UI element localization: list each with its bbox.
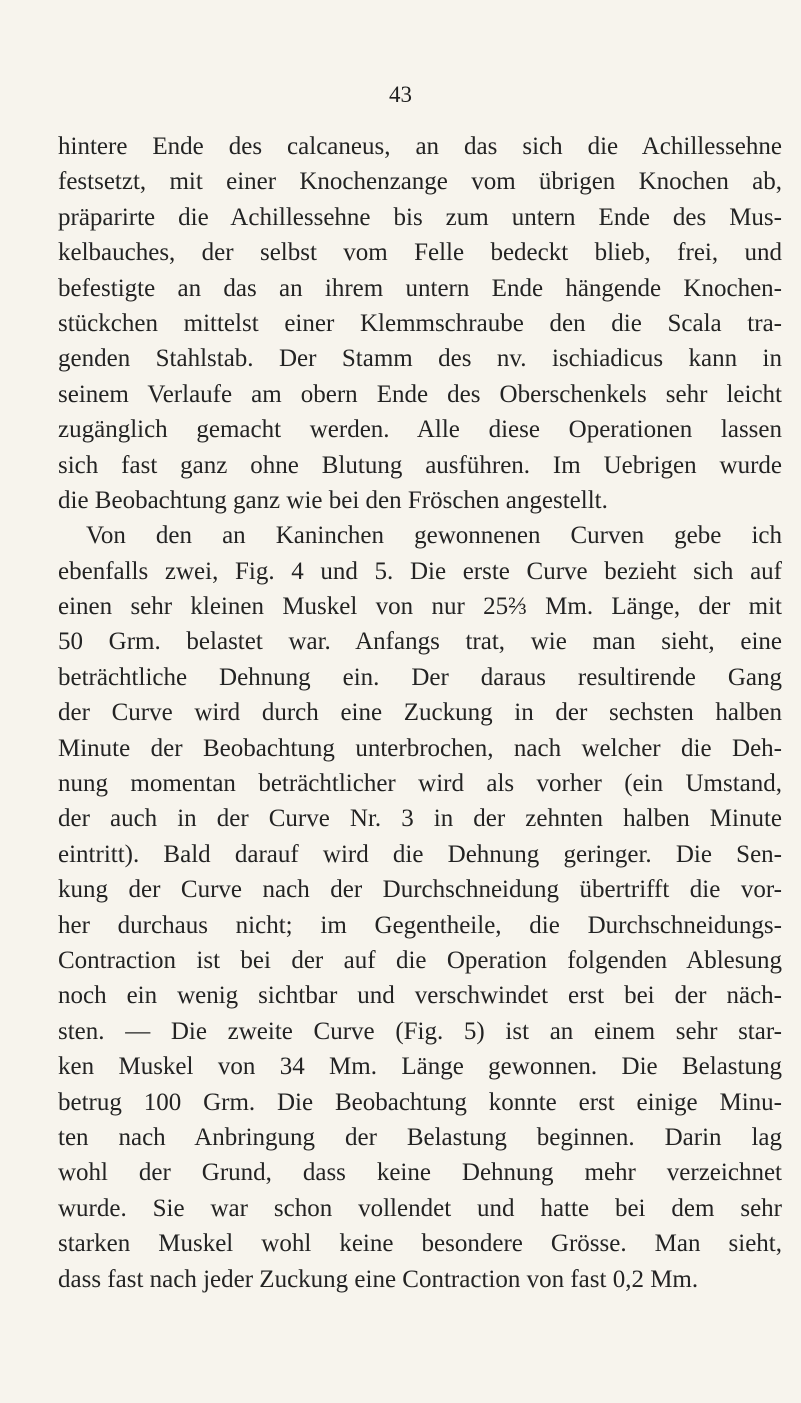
- text-line: präparirte die Achillessehne bis zum untern Ende des Mus-: [58, 203, 782, 231]
- text-line: ken Muskel von 34 Mm. Länge gewonnen. Die Belastung: [58, 1053, 782, 1081]
- text-line: der Curve wird durch eine Zuckung in der sechsten halben: [58, 699, 782, 727]
- text-line: einen sehr kleinen Muskel von nur 25⅔ Mm. Länge, der mit: [58, 593, 782, 621]
- text-line: 50 Grm. belastet war. Anfangs trat, wie man sieht, eine: [58, 628, 782, 656]
- text-line: sich fast ganz ohne Blutung ausführen. Im Uebrigen wurde: [58, 451, 782, 479]
- text-line: wohl der Grund, dass keine Dehnung mehr verzeichnet: [58, 1159, 782, 1187]
- text-line: Contraction ist bei der auf die Operation folgenden Ablesung: [58, 946, 782, 974]
- body-text: [58, 129, 782, 1297]
- text-line: Von den an Kaninchen gewonnenen Curven gebe ich: [86, 522, 782, 550]
- text-line: ebenfalls zwei, Fig. 4 und 5. Die erste Curve bezieht sich auf: [58, 557, 782, 585]
- page-number: 43: [389, 82, 412, 107]
- text-line: eintritt). Bald darauf wird die Dehnung geringer. Die Sen-: [58, 840, 782, 868]
- text-line: wurde. Sie war schon vollendet und hatte bei dem sehr: [58, 1194, 782, 1222]
- text-line: dass fast nach jeder Zuckung eine Contraction von fast 0,2 Mm.: [58, 1265, 699, 1293]
- text-line: befestigte an das an ihrem untern Ende hängende Knochen-: [58, 274, 782, 302]
- text-line: sten. — Die zweite Curve (Fig. 5) ist an einem sehr star-: [58, 1017, 782, 1045]
- text-line: starken Muskel wohl keine besondere Grösse. Man sieht,: [58, 1230, 782, 1258]
- text-line: noch ein wenig sichtbar und verschwindet erst bei der näch-: [58, 982, 782, 1010]
- text-line: kelbauches, der selbst vom Felle bedeckt blieb, frei, und: [58, 239, 782, 267]
- text-line: beträchtliche Dehnung ein. Der daraus resultirende Gang: [58, 663, 782, 691]
- text-line: zugänglich gemacht werden. Alle diese Operationen lassen: [58, 416, 782, 444]
- text-line: die Beobachtung ganz wie bei den Fröschen angestellt.: [58, 486, 608, 514]
- text-line: hintere Ende des calcaneus, an das sich die Achillessehne: [58, 133, 782, 160]
- text-line: ten nach Anbringung der Belastung beginnen. Darin lag: [58, 1123, 782, 1151]
- text-line: kung der Curve nach der Durchschneidung übertrifft die vor-: [58, 876, 782, 904]
- text-line: festsetzt, mit einer Knochenzange vom übrigen Knochen ab,: [58, 168, 782, 196]
- text-line: betrug 100 Grm. Die Beobachtung konnte erst einige Minu-: [58, 1088, 782, 1116]
- text-line: Minute der Beobachtung unterbrochen, nach welcher die Deh-: [58, 734, 782, 762]
- text-line: her durchaus nicht; im Gegentheile, die Durchschneidungs-: [58, 911, 782, 939]
- text-line: genden Stahlstab. Der Stamm des nv. ischiadicus kann in: [58, 345, 782, 373]
- text-line: der auch in der Curve Nr. 3 in der zehnten halben Minute: [58, 805, 782, 833]
- text-line: nung momentan beträchtlicher wird als vorher (ein Umstand,: [58, 770, 782, 798]
- text-line: stückchen mittelst einer Klemmschraube den die Scala tra-: [58, 309, 782, 337]
- text-line: seinem Verlaufe am obern Ende des Oberschenkels sehr leicht: [58, 380, 782, 408]
